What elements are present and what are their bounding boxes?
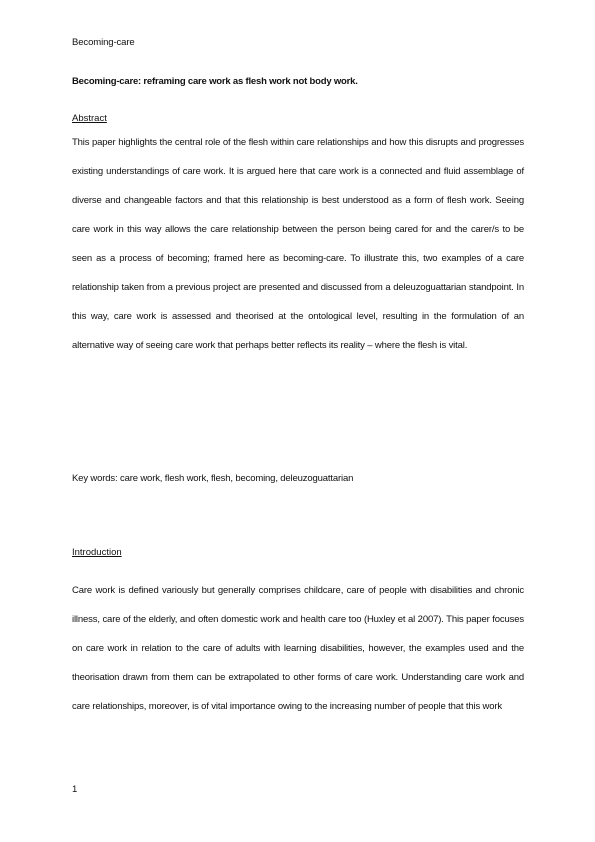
introduction-heading: Introduction — [72, 547, 122, 558]
abstract-heading: Abstract — [72, 113, 107, 124]
abstract-text: This paper highlights the central role of the flesh within care relationships and how this disrupts and progresses existing understandings of care work. It is argued here that care work is a connected and fluid assemblage of diverse and changeable factors and that this relationship is best understood as a form of flesh work. Seeing care work in this way allows the care relationship between the person being cared for and the carer/s to be seen as a process of becoming; framed here as becoming-care. To illustrate this, two examples of a care relationship taken from a previous project are presented and discussed from a deleuzoguattarian standpoint. In this way, care work is assessed and theorised at the ontological level, resulting in the formulation of an alternative way of seeing care work that perhaps better reflects its reality – where the flesh is vital. — [72, 137, 524, 351]
running-header: Becoming-care — [72, 37, 135, 48]
paper-title: Becoming-care: reframing care work as flesh work not body work. — [72, 76, 358, 87]
page-number: 1 — [72, 784, 78, 795]
introduction-text: Care work is defined variously but generally comprises childcare, care of people with disabilities and chronic illness, care of the elderly, and often domestic work and health care too (Huxley et al 2007). This paper focuses on care work in relation to the care of adults with learning disabilities, however, the examples used and the theorisation drawn from them can be extrapolated to other forms of care work. Understanding care work and care relationships, moreover, is of vital importance owing to the increasing number of people that this work — [72, 585, 524, 712]
keywords: Key words: care work, flesh work, flesh, becoming, deleuzoguattarian — [72, 473, 354, 484]
